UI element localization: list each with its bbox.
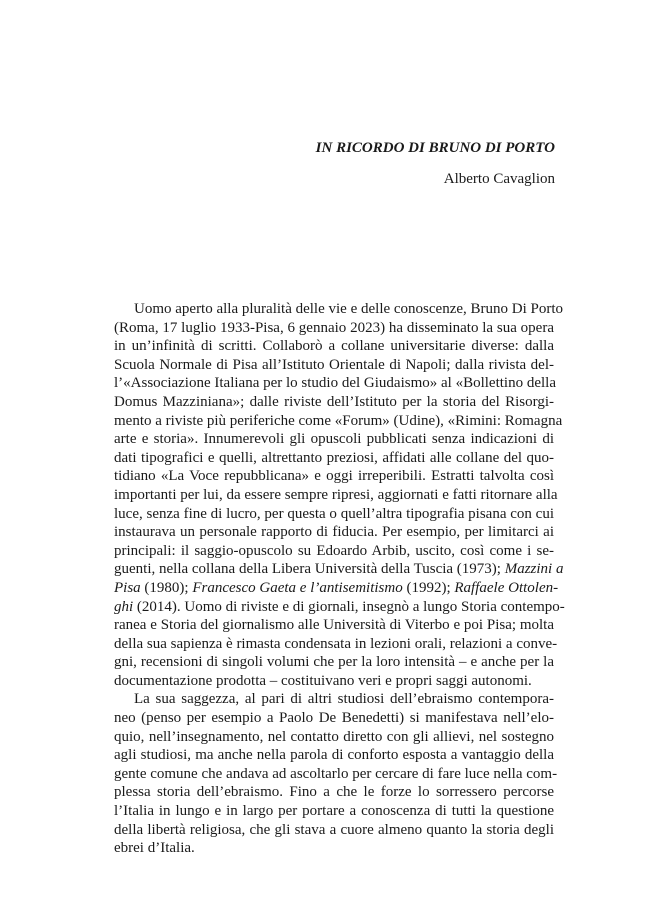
text-line: [114, 783, 554, 802]
text-run: ebrei d’Italia.: [114, 840, 195, 857]
text-run: instaurava un personale rapporto di fiducia. Per esempio, per limitarci ai: [114, 524, 554, 541]
article-title: IN RICORDO DI BRUNO DI PORTO: [315, 140, 555, 156]
text-run: della sua sapienza è rimasta condensata in lezioni orali, relazioni a conve-: [114, 635, 558, 652]
text-line: [114, 412, 563, 431]
text-line: [114, 374, 554, 393]
text-run: (1980);: [140, 579, 193, 596]
text-line: [114, 430, 554, 449]
text-run: gni, recensioni di singoli volumi che per la loro intensità – e anche per la: [114, 654, 554, 671]
text-line: [114, 356, 554, 375]
text-line: [114, 802, 554, 821]
text-run: della libertà religiosa, che gli stava a cuore almeno quanto la storia degli: [114, 821, 554, 838]
text-line: [114, 337, 554, 356]
text-run: ranea e Storia del giornalismo alle Università di Viterbo e poi Pisa; molta: [114, 617, 554, 634]
text-line: [114, 560, 564, 579]
text-line: [114, 709, 554, 728]
text-line: [114, 486, 558, 505]
text-line: [114, 746, 554, 765]
text-run: neo (penso per esempio a Paolo De Benedetti) si manifestava nell’elo-: [114, 710, 554, 727]
author-name: Alberto Cavaglion: [443, 171, 555, 187]
text-run: Uomo aperto alla pluralità delle vie e delle conoscenze, Bruno Di Porto: [134, 301, 564, 317]
italic-title: ghi: [114, 598, 134, 615]
text-run: principali: il saggio-opuscolo su Edoardo Arbib, uscito, così come i se-: [114, 542, 554, 559]
text-line: [114, 672, 554, 691]
text-run: La sua saggezza, al pari di altri studiosi dell’ebraismo contempora-: [134, 691, 554, 708]
text-line: [114, 523, 554, 542]
text-line: [114, 728, 554, 747]
text-line: [114, 598, 565, 617]
text-line: [114, 579, 559, 598]
italic-title: Mazzini a: [504, 561, 564, 578]
text-line: [114, 616, 554, 635]
text-run: tidiano «La Voce repubblicana» e oggi irreperibili. Estratti talvolta così: [114, 468, 554, 485]
italic-title: Pisa: [114, 579, 141, 596]
text-run: quio, nell’insegnamento, nel contatto diretto con gli allievi, nel sostegno: [114, 728, 554, 745]
text-run: gente comune che andava ad ascoltarlo per cercare di fare luce nella com-: [114, 765, 558, 782]
text-run: Domus Mazziniana»; dalle riviste dell’Istituto per la storia del Risorgi-: [114, 393, 554, 410]
text-run: dati tipografici e quelli, altrettanto preziosi, affidati alle collane del quo-: [114, 449, 554, 466]
text-run: (Roma, 17 luglio 1933-Pisa, 6 gennaio 2023) ha disseminato la sua opera: [114, 319, 554, 336]
text-line: [114, 821, 554, 840]
text-run: plessa storia dell’ebraismo. Fino a che le forze lo sorressero percorse: [114, 784, 554, 801]
italic-title: Raffaele Ottolen-: [454, 579, 559, 596]
text-line: [114, 300, 564, 319]
text-run: l’«Associazione Italiana per lo studio del Giudaismo» al «Bollettino della: [114, 375, 556, 392]
text-line: [114, 319, 554, 338]
text-run: l’Italia in lungo e in largo per portare a conoscenza di tutti la questione: [114, 803, 554, 820]
text-line: [114, 690, 554, 709]
text-run: luce, senza fine di lucro, per questa o quell’altra tipografia pisana con cui: [114, 505, 554, 522]
text-line: [114, 505, 554, 524]
text-line: [114, 449, 554, 468]
text-run: guenti, nella collana della Libera Università della Tuscia (1973);: [114, 561, 505, 578]
text-line: [114, 765, 558, 784]
text-line: [114, 393, 554, 412]
text-line: [114, 653, 554, 672]
text-run: arte e storia». Innumerevoli gli opuscoli pubblicati senza indicazioni di: [114, 431, 554, 448]
text-run: Scuola Normale di Pisa all’Istituto Orientale di Napoli; dalla rivista del-: [114, 356, 554, 373]
text-line: [114, 467, 554, 486]
text-line: [114, 542, 554, 561]
text-run: documentazione prodotta – costituivano veri e propri saggi autonomi.: [114, 672, 532, 689]
text-run: (2014). Uomo di riviste e di giornali, insegnò a lungo Storia contempo-: [133, 598, 565, 615]
text-line: [114, 635, 558, 654]
text-line: [114, 839, 554, 858]
italic-title: Francesco Gaeta e l’antisemitismo: [192, 579, 403, 596]
text-run: importanti per lui, da essere sempre ripresi, aggiornati e fatti ritornare alla: [114, 486, 558, 503]
text-run: mento a riviste più periferiche come «Forum» (Udine), «Rimini: Romagna: [114, 412, 563, 429]
text-run: in un’infinità di scritti. Collaborò a collane universitarie diverse: dalla: [114, 338, 554, 355]
text-run: agli studiosi, ma anche nella parola di conforto esposta a vantaggio della: [114, 747, 554, 764]
text-run: (1992);: [402, 579, 455, 596]
article-body: [114, 300, 565, 858]
